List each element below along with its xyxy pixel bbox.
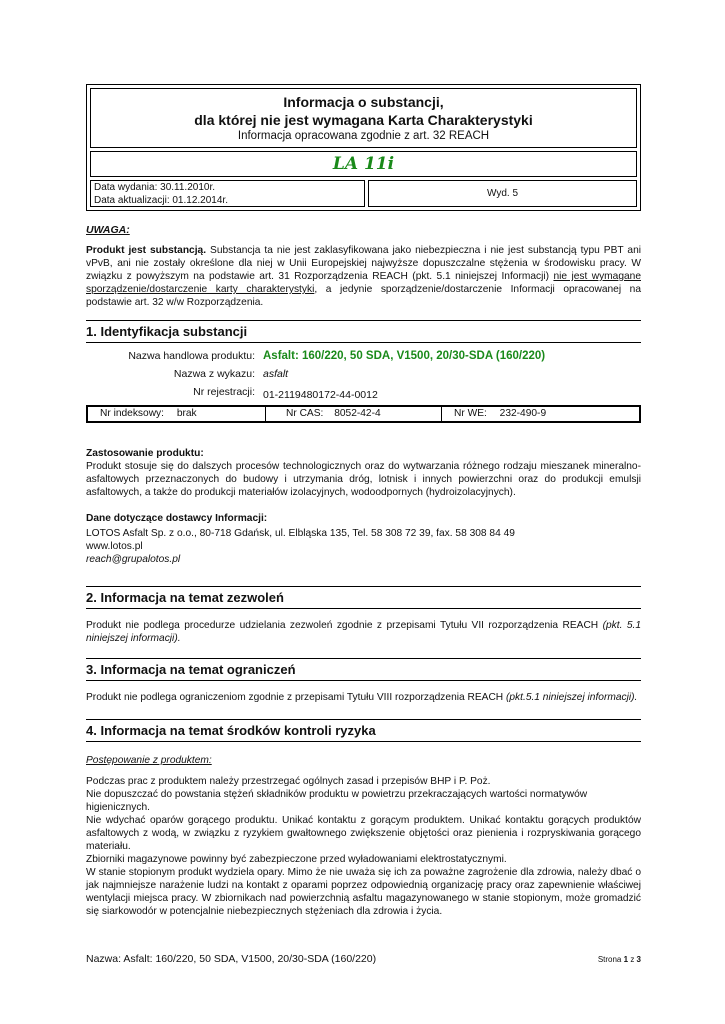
reg-number: 01-2119480172-44-0012 — [263, 389, 378, 401]
document-page — [86, 84, 641, 918]
trade-name-label: Nazwa handlowa produktu: — [128, 350, 255, 362]
update-date: Data aktualizacji: 01.12.2014r. — [94, 194, 228, 206]
section2-plain: Produkt nie podlega procedurze udzielania zezwoleń zgodnie z przepisami Tytułu VII rozporządzenia REACH — [86, 620, 603, 631]
supplier-email[interactable]: reach@grupalotos.pl — [86, 554, 181, 565]
list-name-label: Nazwa z wykazu: — [173, 368, 255, 380]
cas-value: 8052-42-4 — [334, 408, 381, 419]
page-current: 1 — [623, 955, 629, 964]
section3-text — [86, 691, 641, 704]
section4-p5: W stanie stopionym produkt wydziela opary. Mimo że nie uważa się ich za poważne zagrożenie dla zdrowia, należy dbać o jak najmniejsze narażenie ludzi na kontakt z oparami poprzez odpowiednią organizację pracy oraz zapewnienie właściwej wentylacji miejsca pracy. W zbiornikach nad powierzchnią asfaltu magazynowanego w stanie stopionym, może gromadzić się siarkowodór w potencjalnie niebezpiecznych stężeniach dla zdrowia i życia. — [86, 867, 641, 917]
version: Wyd. 5 — [368, 180, 637, 207]
supplier-title: Dane dotyczące dostawcy Informacji: — [86, 513, 268, 524]
page-total: 3 — [636, 955, 641, 964]
we-label: Nr WE: — [454, 408, 487, 419]
trade-name: Asfalt: 160/220, 50 SDA, V1500, 20/30-SDA (160/220) — [263, 350, 546, 362]
section3-italic: (pkt.5.1 niniejszej informacji). — [506, 692, 638, 703]
section2-heading: 2. Informacja na temat zezwoleń — [86, 586, 641, 609]
uwaga-text2: , a jedynie sporządzenie/dostarczenie Informacji opracowanej na podstawie art. 32 w/w Rozporządzenia. — [86, 284, 641, 308]
cas-cell — [266, 407, 442, 421]
section2-italic: (pkt. 5.1 niniejszej informacji). — [86, 620, 641, 644]
header-box — [86, 84, 641, 211]
section1-heading: 1. Identyfikacja substancji — [86, 320, 641, 343]
dates-cell — [90, 180, 365, 207]
product-code: LA 11i — [90, 151, 637, 177]
list-name-row — [86, 367, 641, 381]
page-label: Strona — [597, 955, 622, 964]
index-cell — [88, 407, 266, 421]
title-line1: Informacja o substancji, — [283, 94, 444, 110]
codes-table — [86, 405, 641, 423]
usage-text: Produkt stosuje się do dalszych procesów technologicznych oraz do wytwarzania różnego rodzaju mieszanek mineralno-asfaltowych przeznaczonych do budowy i utrzymania dróg, lotnisk i innych powierzchni oraz do produkcji emulsji asfaltowych, a także do produkcji materiałów izolacyjnych, wodoodpornych (hydroizolacyjnych). — [86, 461, 641, 498]
subtitle: Informacja opracowana zgodnie z art. 32 REACH — [237, 130, 490, 142]
section3-plain: Produkt nie podlega ograniczeniom zgodnie z przepisami Tytułu VIII rozporządzenia REACH — [86, 692, 506, 703]
trade-name-row — [86, 349, 641, 363]
we-value: 232-490-9 — [499, 408, 547, 419]
reg-row — [86, 385, 641, 402]
footer-name: Nazwa: Asfalt: 160/220, 50 SDA, V1500, 20/30-SDA (160/220) — [86, 953, 377, 965]
uwaga-title: UWAGA: — [86, 224, 130, 236]
section4-subtitle: Postępowanie z produktem: — [86, 755, 212, 766]
uwaga-text1: Substancja ta nie jest zaklasyfikowana jako niebezpieczna i nie jest substancją typu PBT ani vPvB, ani nie zostały określone dla niej w Unii Europejskiej najwyższe dopuszczalne stężenia w środowisku pracy. W związku z powyższym na podstawie art. 31 Rozporządzenia REACH (pkt. 5.1 niniejszej Informacji) — [86, 245, 641, 282]
section4-heading: 4. Informacja na temat środków kontroli ryzyka — [86, 719, 641, 742]
index-label: Nr indeksowy: — [100, 408, 164, 419]
list-name: asfalt — [263, 368, 289, 380]
uwaga-bold: Produkt jest substancją. — [86, 245, 207, 256]
uwaga-underlined: nie jest wymagane sporządzenie/dostarczenie karty charakterystyki — [86, 271, 641, 295]
section4-p2: Nie dopuszczać do powstania stężeń składników produktu w powietrzu przekraczających wartości normatywów higienicznych. — [86, 789, 588, 813]
issue-date: Data wydania: 30.11.2010r. — [94, 182, 216, 193]
page-sep: z — [630, 955, 635, 964]
section3-heading: 3. Informacja na temat ograniczeń — [86, 658, 641, 681]
supplier-www[interactable]: www.lotos.pl — [86, 541, 143, 552]
section4-p3: Nie wdychać oparów gorącego produktu. Unikać kontaktu z gorącym produktem. Unikać kontaktu gorących produktów asfaltowych z wodą, w związku z ryzykiem gwałtownego zwiększenie objętości oraz pienienia i rozpryskiwania gorącego materiału. — [86, 815, 641, 852]
footer — [86, 953, 641, 966]
cas-label: Nr CAS: — [286, 408, 324, 419]
title-line2: dla której nie jest wymagana Karta Charakterystyki — [194, 112, 533, 128]
section4-p1: Podczas prac z produktem należy przestrzegać ogólnych zasad i przepisów BHP i P. Poż. — [86, 776, 491, 787]
section2-text — [86, 619, 641, 645]
uwaga-paragraph — [86, 244, 641, 309]
section4-p4: Zbiorniki magazynowe powinny być zabezpieczone przed wyładowaniami elektrostatycznymi. — [86, 854, 507, 865]
header-title-box — [90, 88, 637, 148]
header-dates — [90, 180, 637, 207]
index-value: brak — [176, 408, 197, 419]
supplier-address: LOTOS Asfalt Sp. z o.o., 80-718 Gdańsk, ul. Elbląska 135, Tel. 58 308 72 39, fax. 58 308 84 49 — [86, 528, 515, 539]
reg-label: Nr rejestracji: — [193, 386, 255, 398]
footer-page — [598, 953, 641, 966]
usage-title: Zastosowanie produktu: — [86, 448, 204, 459]
we-cell — [442, 407, 639, 421]
